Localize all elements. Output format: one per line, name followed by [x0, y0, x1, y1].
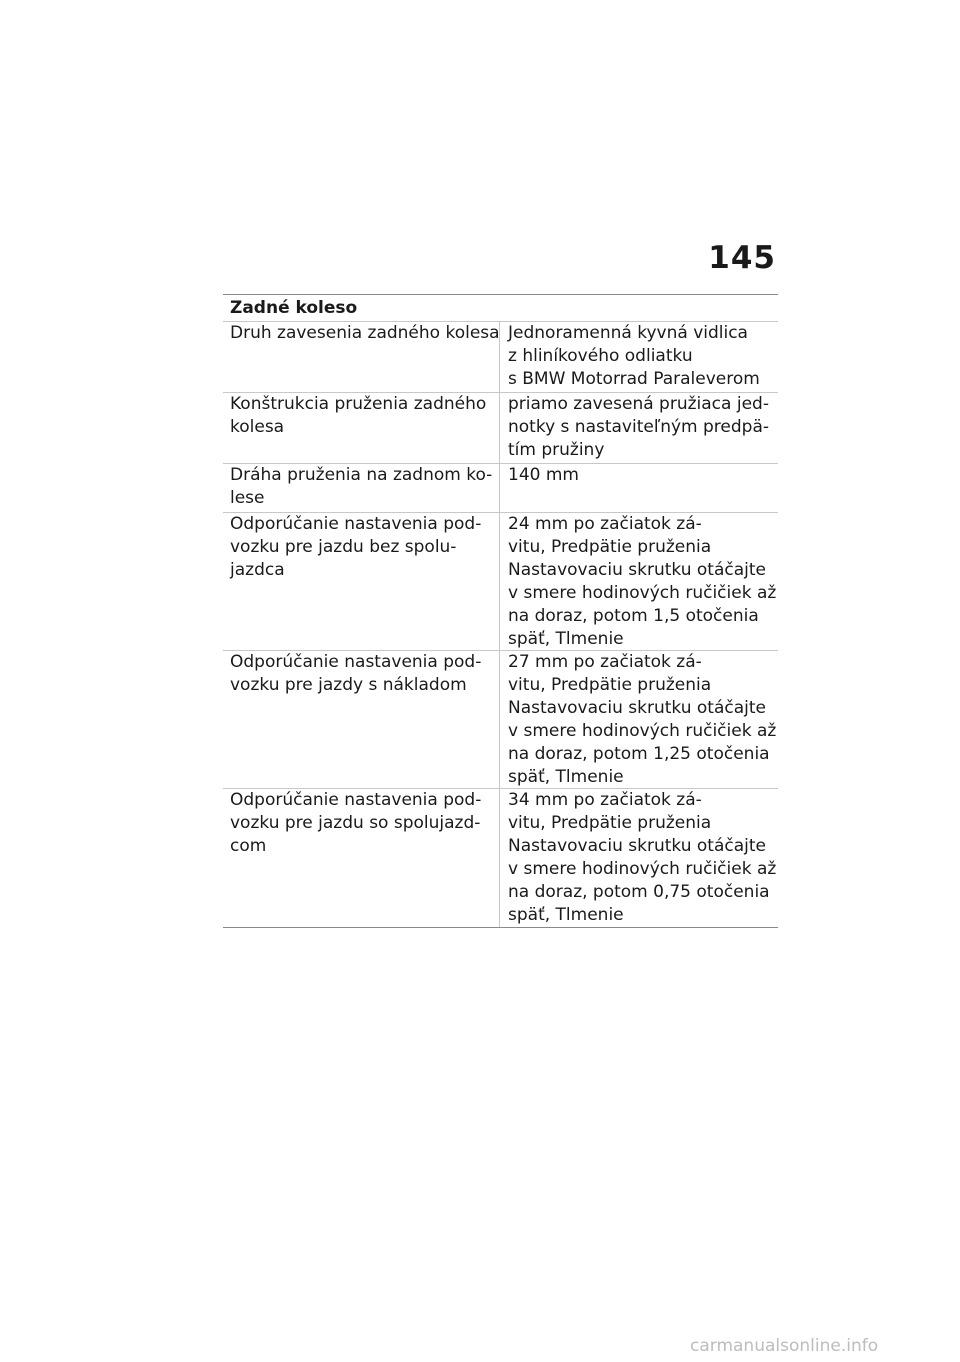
- value-line: 27 mm po začiatok zá-: [508, 652, 702, 672]
- table-row: [223, 651, 778, 789]
- row-label: [223, 322, 500, 392]
- value-line: na doraz, potom 0,75 otočenia: [508, 882, 770, 902]
- label-line: Odporúčanie nastavenia pod-: [230, 514, 482, 534]
- table-row: [223, 393, 778, 464]
- row-label: [223, 651, 500, 788]
- value-line: v smere hodinových ručičiek až: [508, 859, 777, 879]
- value-line: v smere hodinových ručičiek až: [508, 721, 777, 741]
- row-value: [500, 464, 778, 512]
- table-row: [223, 789, 778, 927]
- row-value: [500, 513, 780, 650]
- value-line: notky s nastaviteľným predpä-: [508, 417, 770, 437]
- value-line: v smere hodinových ručičiek až: [508, 583, 777, 603]
- row-value: [500, 789, 780, 927]
- row-label: [223, 513, 500, 650]
- value-line: späť, Tlmenie: [508, 629, 624, 649]
- row-label: [223, 464, 500, 512]
- label-line: vozku pre jazdu bez spolu-: [230, 537, 457, 557]
- label-line: Dráha pruženia na zadnom ko-: [230, 465, 493, 485]
- table-row: [223, 464, 778, 513]
- value-line: vitu, Predpätie pruženia: [508, 537, 712, 557]
- value-line: na doraz, potom 1,5 otočenia: [508, 606, 759, 626]
- label-line: jazdca: [230, 560, 285, 580]
- label-line: Konštrukcia pruženia zadného: [230, 394, 487, 414]
- value-line: Nastavovaciu skrutku otáčajte: [508, 698, 766, 718]
- value-line: z hliníkového odliatku: [508, 346, 693, 366]
- value-line: priamo zavesená pružiaca jed-: [508, 394, 769, 414]
- label-line: Odporúčanie nastavenia pod-: [230, 790, 482, 810]
- value-line: na doraz, potom 1,25 otočenia: [508, 744, 770, 764]
- value-line: Nastavovaciu skrutku otáčajte: [508, 836, 766, 856]
- row-value: [500, 651, 780, 788]
- row-label: [223, 393, 500, 463]
- label-line: com: [230, 836, 267, 856]
- label-line: vozku pre jazdu so spolujazd-: [230, 813, 481, 833]
- label-line: Druh zavesenia zadného kolesa: [230, 323, 500, 343]
- row-value: [500, 322, 778, 392]
- value-line: vitu, Predpätie pruženia: [508, 675, 712, 695]
- value-line: späť, Tlmenie: [508, 767, 624, 787]
- value-line: tím pružiny: [508, 440, 605, 460]
- value-line: 140 mm: [508, 465, 579, 485]
- value-line: s BMW Motorrad Paraleverom: [508, 369, 760, 389]
- value-line: vitu, Predpätie pruženia: [508, 813, 712, 833]
- spec-table: [223, 294, 778, 928]
- value-line: Nastavovaciu skrutku otáčajte: [508, 560, 766, 580]
- label-line: lese: [230, 488, 265, 508]
- label-line: vozku pre jazdy s nákladom: [230, 675, 467, 695]
- label-line: Odporúčanie nastavenia pod-: [230, 652, 482, 672]
- value-line: Jednoramenná kyvná vidlica: [508, 323, 748, 343]
- label-line: kolesa: [230, 417, 285, 437]
- row-label: [223, 789, 500, 927]
- row-value: [500, 393, 778, 463]
- value-line: 34 mm po začiatok zá-: [508, 790, 702, 810]
- watermark: carmanualsonline.info: [690, 1336, 879, 1356]
- value-line: 24 mm po začiatok zá-: [508, 514, 702, 534]
- table-row: [223, 513, 778, 651]
- table-row: [223, 322, 778, 393]
- page-number: 145: [708, 240, 776, 276]
- section-title: Zadné koleso: [223, 295, 778, 322]
- value-line: späť, Tlmenie: [508, 905, 624, 925]
